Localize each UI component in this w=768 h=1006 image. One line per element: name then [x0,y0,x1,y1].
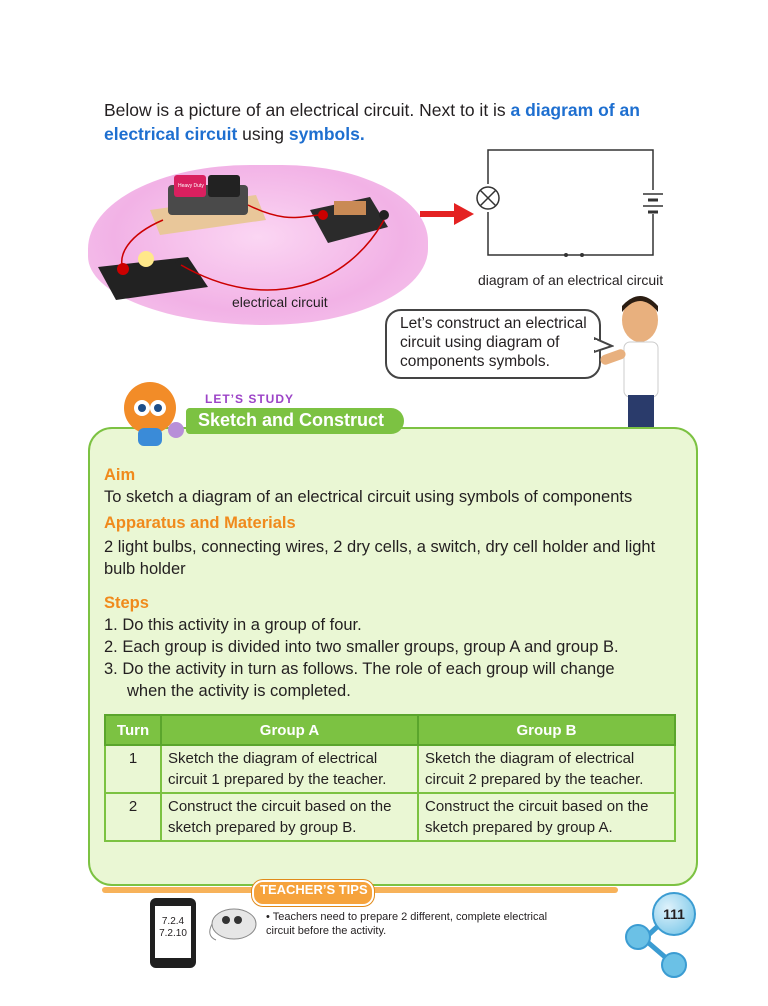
tip-content: Teachers need to prepare 2 different, complete electrical circuit before the activity. [266,911,548,937]
battery-brand-text: Heavy Duty [178,183,204,189]
circuit-diagram [470,140,670,265]
step-item: 3. Do the activity in turn as follows. The role of each group will change [104,660,615,678]
step-item: 2. Each group is divided into two smaller groups, group A and group B. [104,638,619,656]
turn-cell: 2 [105,793,161,841]
apparatus-text: 2 light bulbs, connecting wires, 2 dry cells, a switch, dry cell holder and light bulb holder [104,538,656,578]
intro-highlight-symbols: symbols. [288,124,365,144]
activity-table [104,714,676,842]
aim-text: To sketch a diagram of an electrical circuit using symbols of components [104,488,633,506]
step-item: 1. Do this activity in a group of four. [104,616,362,634]
group-a-cell: Construct the circuit based on the sketch prepared by group B. [161,793,418,841]
bulb-base [98,257,208,300]
page-number: 111 [652,892,696,936]
diagram-caption: diagram of an electrical circuit [478,272,664,288]
turn-cell: 1 [105,745,161,793]
table-header-row [105,715,675,745]
intro-paragraph [104,98,664,146]
apparatus-heading: Apparatus and Materials [104,514,296,532]
switch-terminal-black [379,210,389,220]
dry-cell-2 [208,175,240,197]
light-bulb [138,251,154,267]
intro-text-1: Below is a picture of an electrical circuit. Next to it is [104,100,511,120]
header-group-a: Group A [161,715,418,745]
group-b-cell: Sketch the diagram of electrical circuit 2 prepared by the teacher. [418,745,675,793]
steps-heading: Steps [104,594,149,612]
study-label: LET’S STUDY [205,392,295,406]
photo-caption: electrical circuit [232,294,328,310]
aim-heading: Aim [104,466,136,484]
group-b-cell: Construct the circuit based on the sketch prepared by group A. [418,793,675,841]
intro-text-2: using [237,124,289,144]
standard-code: 7.2.4 [161,916,185,927]
tablet-screen [155,906,191,958]
tip-text [266,910,566,938]
step-item-continued: when the activity is completed. [127,682,351,700]
diagram-wire [488,150,653,255]
bullet-icon: • [266,911,273,923]
student-illustration [600,290,680,430]
robot-mascot-icon [116,378,190,448]
study-title: Sketch and Construct [198,410,385,430]
red-arrow-icon [420,203,474,225]
speech-bubble-text: Let’s construct an electrical circuit using diagram of components symbols. [400,315,587,370]
header-turn: Turn [105,715,161,745]
intro-highlight-diagram: a diagram of an electrical circuit [104,100,640,144]
group-a-cell: Sketch the diagram of electrical circuit 1 prepared by the teacher. [161,745,418,793]
table-row [105,793,675,841]
switch-lever [334,201,366,215]
mouse-mascot-icon [206,900,258,942]
table-row [105,745,675,793]
tips-label: TEACHER’S TIPS [260,882,368,897]
header-group-b: Group B [418,715,675,745]
standard-code: 7.2.10 [159,928,187,939]
